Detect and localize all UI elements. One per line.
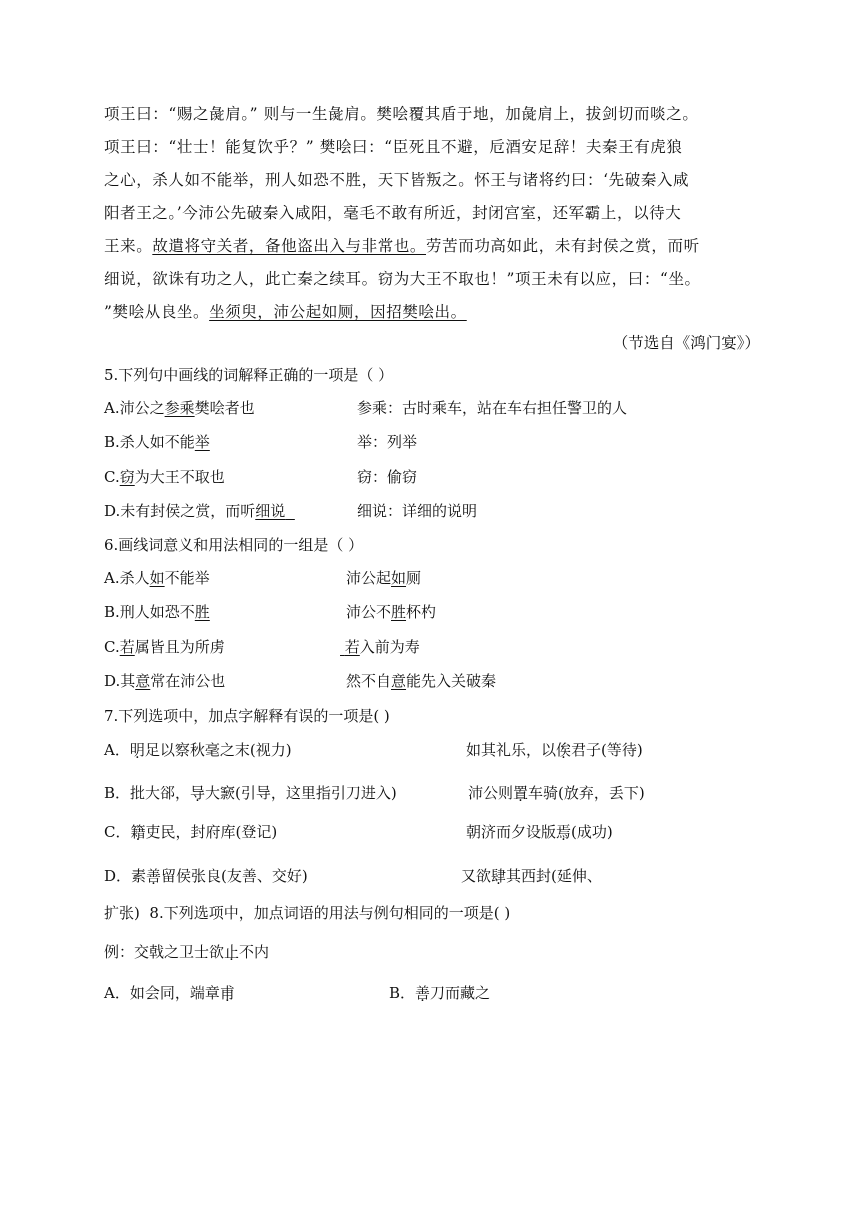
passage-source: （节选自《鸿门宴》） — [612, 334, 760, 352]
q8-example — [104, 942, 269, 962]
underline-padding — [285, 502, 295, 520]
underlined-word: 意 — [135, 672, 151, 690]
text: 大窾(引导，这里指引刀进入) — [205, 784, 397, 802]
text: A． — [104, 741, 130, 759]
dotted-char: 善 — [146, 867, 162, 885]
underlined-word: 举 — [194, 433, 210, 451]
q5-option-a — [104, 398, 255, 418]
q8-option-b — [389, 983, 490, 1003]
q6-stem: 6.画线词意义和用法相同的一组是（ ） — [104, 536, 364, 554]
underlined-word: 参乘 — [164, 399, 195, 417]
dotted-char: 导 — [190, 784, 206, 802]
dotted-char: 俟 — [556, 741, 572, 759]
text: 为大王不取也 — [134, 468, 225, 486]
text: (成功) — [571, 823, 613, 841]
passage-line-6: 细说，欲诛有功之人，此亡秦之续耳。窃为大王不取也！”项王未有以应，曰：“坐。 — [104, 270, 701, 288]
q7-option-d — [104, 866, 308, 886]
text: 入前为寿 — [359, 638, 420, 656]
q7-option-c — [104, 822, 277, 842]
q5-option-c — [104, 467, 225, 487]
text: 如其礼乐，以 — [466, 741, 557, 759]
text: 沛公不 — [346, 603, 392, 621]
underlined-word: 若 — [344, 638, 360, 656]
text: 留侯张良(友善、交好) — [161, 867, 308, 885]
q7-option-d-wrap: 扩张) — [104, 904, 140, 922]
passage-line-3: 之心，杀人如不能举，刑人如恐不胜，天下皆叛之。怀王与诸将约曰：‘先破秦入咸 — [104, 171, 690, 189]
text: ”樊哙从良坐。 — [104, 303, 210, 321]
q6-option-b — [104, 602, 210, 622]
underlined-word: 如 — [149, 569, 165, 587]
text: D.未有封侯之赏，而听 — [104, 502, 256, 520]
q7-option-c-second — [466, 822, 613, 842]
text: 常在沛公也 — [150, 672, 226, 690]
text: 不能举 — [164, 569, 210, 587]
dotted-char: 置 — [513, 784, 529, 802]
passage-line-5 — [104, 236, 764, 256]
underlined-word: 胜 — [391, 603, 407, 621]
text: A.杀人 — [104, 569, 150, 587]
q6-option-a-second — [346, 568, 421, 588]
underlined-word: 窃 — [119, 468, 135, 486]
q6-option-d-second — [346, 671, 496, 691]
text: A.沛公之 — [104, 399, 165, 417]
text: A．如会同，端章 — [104, 984, 220, 1002]
passage-line-1: 项王曰：“赐之彘肩。” 则与一生彘肩。樊哙覆其盾于地，加彘肩上，拔剑切而啖之。 — [104, 105, 699, 123]
text: 能先入关破秦 — [406, 672, 497, 690]
text: 其西封(延伸、 — [506, 867, 602, 885]
dotted-char: 肆 — [491, 867, 507, 885]
text: 劳苦而功高如此，未有封侯之赏，而听 — [426, 237, 700, 255]
dotted-char: 明 — [129, 741, 145, 759]
q6-option-c-second — [340, 637, 420, 657]
passage-line-4: 阳者王之。’今沛公先破秦入咸阳，毫毛不敢有所近，封闭宫室，还军霸上，以待大 — [104, 204, 682, 222]
text: 车骑(放弃，丢下) — [528, 784, 645, 802]
text: C. — [104, 638, 120, 656]
q5-option-d — [104, 501, 295, 521]
underlined-word: 若 — [119, 638, 135, 656]
text: 厕 — [406, 569, 422, 587]
dotted-char: 善 — [415, 984, 431, 1002]
dotted-char: 止 — [224, 943, 240, 961]
underlined-sentence-2: 坐须臾，沛公起如厕，因招樊哙出。 — [209, 303, 467, 321]
text: D．素 — [104, 867, 147, 885]
underlined-word: 意 — [391, 672, 407, 690]
passage-line-7 — [104, 302, 764, 322]
text: 朝济而夕设版 — [466, 823, 557, 841]
q7-option-d-second — [461, 866, 602, 886]
text: 沛公则 — [468, 784, 514, 802]
underlined-word: 细说 — [255, 502, 286, 520]
q6-option-d — [104, 671, 225, 691]
text: 属皆且为所虏 — [134, 638, 225, 656]
dotted-char: 焉 — [556, 823, 572, 841]
text: B.杀人如不能 — [104, 433, 195, 451]
passage-line-2: 项王曰：“壮士！能复饮乎？” 樊哙曰：“臣死且不避，卮酒安足辞！夫秦王有虎狼 — [104, 138, 683, 156]
q5-option-d-explanation: 细说：详细的说明 — [357, 502, 478, 520]
q5-option-b-explanation: 举：列举 — [357, 433, 418, 451]
q5-stem: 5.下列句中画线的词解释正确的一项是（ ） — [104, 366, 394, 384]
text: D.其 — [104, 672, 136, 690]
text: 杯杓 — [406, 603, 437, 621]
text: B． — [389, 984, 416, 1002]
text: 刀而藏之 — [430, 984, 491, 1002]
text: C. — [104, 468, 120, 486]
text: C． — [104, 823, 131, 841]
q6-option-b-second — [346, 602, 436, 622]
underlined-sentence-1: 故遣将守关者，备他盗出入与非常也。 — [152, 237, 427, 255]
underlined-word: 胜 — [194, 603, 210, 621]
q7-stem: 7.下列选项中，加点字解释有误的一项是( ) — [104, 707, 390, 725]
q5-option-b — [104, 432, 210, 452]
q8-stem: 8.下列选项中，加点词语的用法与例句相同的一项是( ) — [149, 904, 511, 922]
text: B．批大郤， — [104, 784, 191, 802]
q5-option-a-explanation: 参乘：古时乘车，站在车右担任警卫的人 — [357, 399, 628, 417]
dotted-char: 籍 — [130, 823, 146, 841]
text: 然不自 — [346, 672, 392, 690]
q8-option-a — [104, 983, 235, 1003]
dotted-char: 甫 — [219, 984, 235, 1002]
text: 樊哙者也 — [194, 399, 255, 417]
q7-option-a — [104, 740, 292, 760]
q6-option-a — [104, 568, 210, 588]
text: 例：交戟之卫士欲 — [104, 943, 225, 961]
text: 不内 — [239, 943, 270, 961]
text: 又欲 — [461, 867, 492, 885]
q7-q8-line — [104, 903, 510, 923]
q7-option-b-second — [468, 783, 645, 803]
text: 王来。 — [104, 237, 153, 255]
underlined-word: 如 — [391, 569, 407, 587]
q6-option-c — [104, 637, 225, 657]
q7-option-a-second — [466, 740, 643, 760]
q5-option-c-explanation: 窃：偷窃 — [357, 468, 418, 486]
text: 足以察秋毫之末(视力) — [144, 741, 292, 759]
text: 君子(等待) — [571, 741, 643, 759]
q7-option-b — [104, 783, 397, 803]
text: B.刑人如恐不 — [104, 603, 195, 621]
text: 吏民，封府库(登记) — [145, 823, 278, 841]
text: 沛公起 — [346, 569, 392, 587]
